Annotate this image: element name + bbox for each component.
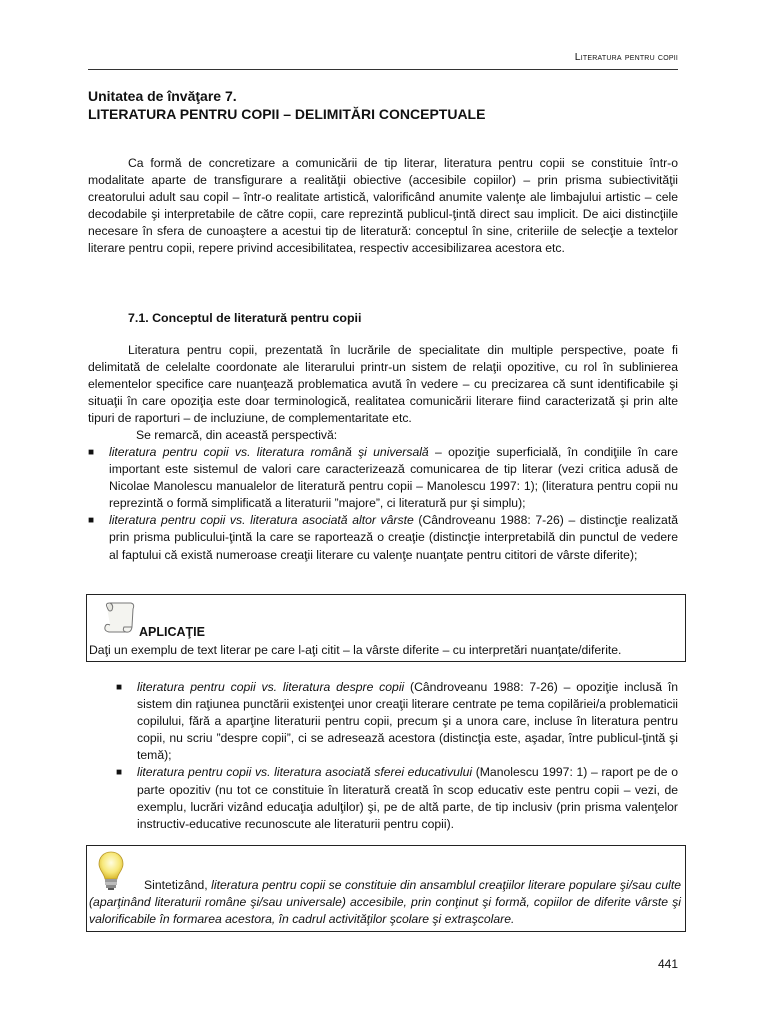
summary-body: literatura pentru copii se constituie din ansamblul creaţiilor literare populare şi/sau culte (aparţinând literaturii române şi/sau universale) accesibile, prin conţinut şi formă, copiilor de diferite vârste şi valorificabile în formarea acestora, în cadrul activităţilor şcolare şi extraşcolare. [89,878,681,927]
page-number: 441 [657,957,678,971]
list-item-text: (Cândroveanu 1988: 7-26) – opoziţie inclusă în sistem din raţiunea punctării existenţei unor creaţii literare centrate pe tema copilăriei/a problematicii copilului, fără a aparţine literaturii pentru copii, precum şi a unora care, incluse în literatura pentru copii, nu scriu ”despre copii”, ci se adresează acestora (distincţia este, aşadar, între publicul-ţintă şi temă); [137,680,678,763]
scroll-icon [101,601,137,635]
section-paragraph: Literatura pentru copii, prezentată în lucrările de specialitate din multiple perspective, poate fi delimitată de celelalte coordonate ale literarului printr-un sistem de relaţii opozitive, cu rol în sublinierea elementelor specifice care nuanţează problematica avută în vedere – cu precizarea că sunt identificabile şi situaţii în care opoziţia este doar terminologică, realitatea comunicării literare fiind caracterizată şi prin alte tipuri de raporturi – de incluziune, de complementaritate etc. [88,343,678,426]
opposition-list-a [88,444,678,564]
summary-lead: Sintetizând, [144,878,212,892]
application-box [86,594,686,662]
section-heading: 7.1. Conceptul de literatură pentru copii [128,311,362,325]
unit-label: Unitatea de învăţare 7. [88,88,237,104]
square-bullet-icon: ■ [116,682,123,693]
list-item-term: literatura pentru copii vs. literatura română şi universală [109,445,429,459]
list-item [88,512,678,563]
square-bullet-icon: ■ [116,767,123,779]
running-header: Literatura pentru copii [574,51,678,63]
list-item [88,444,678,512]
summary-text [89,877,681,928]
section-remark: Se remarcă, din această perspectivă: [136,428,338,442]
list-item-text: (Manolescu 1997: 1) – raport pe de o parte opozitiv (nu tot ce constituie în literatură creată în scop educativ este pentru copii – vezi, de exemplu, lucrări vizând educaţia adulţilor) şi, pe de altă parte, de tip inclusiv (prin prisma valenţelor instructiv-educative recunoscute ale literaturii pentru copii). [137,765,678,831]
square-bullet-icon: ■ [88,447,95,458]
list-item-term: literatura pentru copii vs. literatura asociată sferei educativului [137,765,473,780]
summary-box [86,845,686,932]
intro-paragraph: Ca formă de concretizare a comunicării de tip literar, literatura pentru copii se constituie într-o modalitate aparte de transfigurare a realităţii obiective (accesibile copiilor) – prin prisma subiectivităţii creatorului adult sau copil – într-o realitate artistică, valorificând anumite valenţe ale limbajului artistic – cele decodabile şi interpretabile de către copii, care reprezintă publicul-ţintă direct sau implicit. De aici distincţiile necesare în sfera de cunoaştere a acestui tip de literatură: conceptul în sine, criteriile de selecţie a textelor literare pentru copii, repere privind accesibilitatea, respectiv accesibilizarea acestora etc. [88,156,678,256]
unit-title: LITERATURA PENTRU COPII – DELIMITĂRI CONCEPTUALE [88,106,486,122]
list-item-term: literatura pentru copii vs. literatura despre copii [137,680,405,694]
list-item-term: literatura pentru copii vs. literatura asociată altor vârste [109,513,414,528]
opposition-list-b [116,679,678,833]
list-item-text: – opoziţie superficială, în condiţiile în care important este sistemul de valori care caracterizează comunicarea de tip literar (vezi critica adusă de Nicolae Manolescu manualelor de literatură pentru copii – Manolescu 1997: 1); (literatura pentru copii nu reprezintă o formă simplificată a literaturii ”majore”, ci literatură pur şi simplu); [109,445,678,511]
list-item [116,679,678,764]
list-item [116,764,678,832]
square-bullet-icon: ■ [88,515,95,527]
application-text: Daţi un exemplu de text literar pe care l-aţi citit – la vârste diferite – cu interpretări nuanţate/diferite. [89,643,622,657]
list-item-text: (Cândroveanu 1988: 7-26) – distincţie realizată prin prisma publicului-ţintă la care se raportează o creaţie (distincţie interpretabilă din punctul de vedere al faptului că există numeroase creaţii literare cu valenţe nuanţate pentru cititori de vârste diferite); [109,513,678,562]
header-rule [88,69,678,70]
application-title: APLICAŢIE [139,625,205,639]
